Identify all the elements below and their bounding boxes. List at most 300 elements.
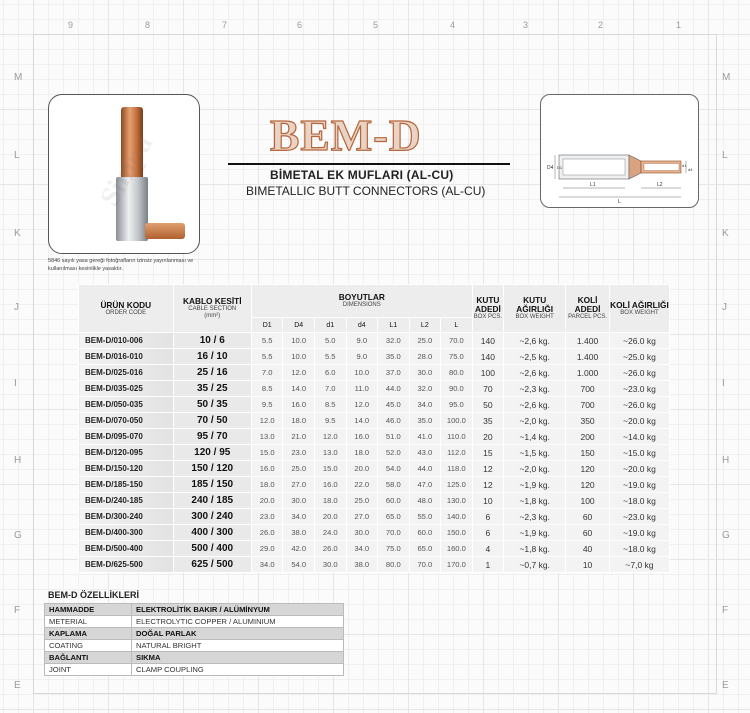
dimension-cell: 5.0	[314, 333, 346, 349]
order-code-cell: BEM-D/150-120	[79, 461, 174, 477]
copper-sleeve-small	[145, 223, 185, 239]
box-qty-cell: 15	[472, 445, 504, 461]
dimension-cell: 5.5	[314, 349, 346, 365]
header-dim-d4: d4	[346, 318, 378, 333]
order-code-cell: BEM-D/016-010	[79, 349, 174, 365]
ruler-mark-2: 2	[598, 20, 604, 30]
dimension-cell: 23.0	[251, 509, 283, 525]
cable-section-cell: 95 / 70	[173, 429, 251, 445]
dimension-cell: 6.0	[314, 365, 346, 381]
dimension-cell: 55.0	[409, 509, 441, 525]
ruler-mark-i: I	[14, 378, 17, 389]
ruler-mark-4: 4	[450, 20, 456, 30]
dimension-cell: 9.0	[346, 349, 378, 365]
cable-section-cell: 35 / 25	[173, 381, 251, 397]
parcel-weight-cell: ~19.0 kg	[609, 477, 669, 493]
feature-cell: METERIAL	[45, 616, 132, 628]
box-qty-cell: 70	[472, 381, 504, 397]
dimension-cell: 70.0	[378, 525, 410, 541]
table-row	[79, 349, 670, 365]
dimension-cell: 140.0	[441, 509, 473, 525]
dimension-cell: 170.0	[441, 557, 473, 573]
feature-cell: HAMMADDE	[45, 604, 132, 616]
dimension-cell: 23.0	[283, 445, 315, 461]
box-weight-cell: ~2,3 kg.	[504, 381, 566, 397]
label-D1: D1	[557, 165, 563, 170]
dimension-cell: 16.0	[346, 429, 378, 445]
ruler-mark-7: 7	[222, 20, 228, 30]
ruler-mark-3: 3	[523, 20, 529, 30]
dimension-cell: 14.0	[283, 381, 315, 397]
header-box-qty	[472, 285, 504, 333]
order-code-cell: BEM-D/625-500	[79, 557, 174, 573]
dimension-cell: 80.0	[378, 557, 410, 573]
header-box-qty-en: BOX PCS.	[473, 314, 503, 320]
dimension-cell: 45.0	[378, 397, 410, 413]
parcel-weight-cell: ~20.0 kg	[609, 461, 669, 477]
legal-note: 5846 sayılı yasa gereği fotoğrafların izinsiz yayınlanması ve kullanılması kesinlikle yasaktır.	[48, 258, 194, 272]
dimension-cell: 34.0	[346, 541, 378, 557]
order-code-cell: BEM-D/035-025	[79, 381, 174, 397]
header-box-qty-tr: KUTU ADEDİ	[474, 295, 501, 314]
ruler-mark-h: H	[722, 455, 730, 466]
order-code-cell: BEM-D/120-095	[79, 445, 174, 461]
ruler-mark-5: 5	[373, 20, 379, 30]
ruler-mark-m: M	[14, 72, 23, 83]
label-D4: D4	[547, 165, 554, 171]
ruler-mark-h: H	[14, 455, 22, 466]
box-qty-cell: 12	[472, 477, 504, 493]
dimension-cell: 27.0	[346, 509, 378, 525]
dimension-cell: 5.5	[251, 333, 283, 349]
feature-value-row	[45, 640, 344, 652]
cable-section-cell: 50 / 35	[173, 397, 251, 413]
box-qty-cell: 6	[472, 509, 504, 525]
header-dims	[251, 285, 472, 318]
box-weight-cell: ~1,5 kg.	[504, 445, 566, 461]
cable-section-cell: 150 / 120	[173, 461, 251, 477]
feature-cell: SIKMA	[132, 652, 344, 664]
parcel-weight-cell: ~15.0 kg	[609, 445, 669, 461]
header-dim-D1: D1	[251, 318, 283, 333]
header-parcel-qty-en: PARCEL PCS.	[568, 314, 608, 320]
dimension-cell: 30.0	[314, 557, 346, 573]
parcel-weight-cell: ~7,0 kg	[609, 557, 669, 573]
dimension-cell: 80.0	[441, 365, 473, 381]
table-row	[79, 445, 670, 461]
dimension-cell: 12.0	[283, 365, 315, 381]
dimension-cell: 38.0	[346, 557, 378, 573]
ruler-mark-e: E	[722, 680, 729, 691]
feature-cell: JOINT	[45, 664, 132, 676]
dimension-cell: 12.0	[251, 413, 283, 429]
table-row	[79, 429, 670, 445]
cable-section-cell: 120 / 95	[173, 445, 251, 461]
ruler-mark-j: J	[14, 302, 19, 313]
box-qty-cell: 6	[472, 525, 504, 541]
ruler-mark-l: L	[14, 150, 20, 161]
table-row	[79, 365, 670, 381]
dimension-cell: 46.0	[378, 413, 410, 429]
dimension-cell: 28.0	[409, 349, 441, 365]
dimension-cell: 8.5	[251, 381, 283, 397]
top-ruler	[0, 0, 750, 34]
feature-value-row	[45, 616, 344, 628]
dimension-cell: 16.0	[283, 397, 315, 413]
photo-watermark: Simpa	[94, 129, 160, 212]
title-turkish: BİMETAL EK MUFLARI (AL-CU)	[270, 168, 454, 182]
dimension-cell: 54.0	[378, 461, 410, 477]
dimension-cell: 13.0	[251, 429, 283, 445]
order-code-cell: BEM-D/070-050	[79, 413, 174, 429]
parcel-qty-cell: 700	[566, 381, 610, 397]
connector-drawing	[541, 95, 698, 207]
dimension-cell: 13.0	[314, 445, 346, 461]
dimension-cell: 14.0	[346, 413, 378, 429]
dimension-cell: 27.0	[283, 477, 315, 493]
box-weight-cell: ~2,3 kg.	[504, 509, 566, 525]
header-dim-L: L	[441, 318, 473, 333]
dimension-cell: 10.0	[283, 349, 315, 365]
title-divider	[228, 163, 510, 165]
order-code-cell: BEM-D/185-150	[79, 477, 174, 493]
dimension-cell: 90.0	[441, 381, 473, 397]
dimension-cell: 112.0	[441, 445, 473, 461]
dimension-cell: 130.0	[441, 493, 473, 509]
table-row	[79, 493, 670, 509]
dimension-cell: 58.0	[378, 477, 410, 493]
ruler-mark-6: 6	[297, 20, 303, 30]
header-code-en: ORDER CODE	[105, 309, 147, 316]
dimension-cell: 22.0	[346, 477, 378, 493]
parcel-weight-cell: ~25.0 kg	[609, 349, 669, 365]
dimension-cell: 65.0	[378, 509, 410, 525]
dimension-cell: 54.0	[283, 557, 315, 573]
dimension-cell: 18.0	[251, 477, 283, 493]
feature-cell: CLAMP COUPLING	[132, 664, 344, 676]
ruler-mark-k: K	[14, 228, 21, 239]
cable-section-cell: 500 / 400	[173, 541, 251, 557]
table-row	[79, 477, 670, 493]
cable-section-cell: 240 / 185	[173, 493, 251, 509]
table-row	[79, 509, 670, 525]
feature-cell: NATURAL BRIGHT	[132, 640, 344, 652]
feature-cell: COATING	[45, 640, 132, 652]
cable-section-cell: 16 / 10	[173, 349, 251, 365]
feature-cell: DOĞAL PARLAK	[132, 628, 344, 640]
parcel-qty-cell: 10	[566, 557, 610, 573]
dimension-cell: 26.0	[251, 525, 283, 541]
ruler-mark-j: J	[722, 302, 727, 313]
dimension-cell: 34.0	[283, 509, 315, 525]
dimension-cell: 9.5	[314, 413, 346, 429]
dimension-cell: 18.0	[314, 493, 346, 509]
cable-section-cell: 25 / 16	[173, 365, 251, 381]
parcel-weight-cell: ~14.0 kg	[609, 429, 669, 445]
order-code-cell: BEM-D/400-300	[79, 525, 174, 541]
box-qty-cell: 12	[472, 461, 504, 477]
ruler-mark-g: G	[722, 530, 730, 541]
dimension-cell: 15.0	[314, 461, 346, 477]
dimension-cell: 37.0	[378, 365, 410, 381]
dimension-cell: 18.0	[283, 413, 315, 429]
dimension-cell: 38.0	[283, 525, 315, 541]
header-box-weight	[504, 285, 566, 333]
dimension-cell: 100.0	[441, 413, 473, 429]
order-code-cell: BEM-D/300-240	[79, 509, 174, 525]
dimension-cell: 150.0	[441, 525, 473, 541]
dimension-cell: 7.0	[314, 381, 346, 397]
box-weight-cell: ~1,8 kg.	[504, 541, 566, 557]
ruler-mark-i: I	[722, 378, 725, 389]
parcel-qty-cell: 1.400	[566, 349, 610, 365]
header-parcel-qty	[566, 285, 610, 333]
dimension-cell: 44.0	[378, 381, 410, 397]
order-code-cell: BEM-D/025-016	[79, 365, 174, 381]
dimension-cell: 110.0	[441, 429, 473, 445]
parcel-qty-cell: 40	[566, 541, 610, 557]
dimension-cell: 43.0	[409, 445, 441, 461]
dimension-cell: 24.0	[314, 525, 346, 541]
dimension-cell: 44.0	[409, 461, 441, 477]
box-qty-cell: 100	[472, 365, 504, 381]
dimension-cell: 95.0	[441, 397, 473, 413]
box-weight-cell: ~1,9 kg.	[504, 525, 566, 541]
ruler-mark-9: 9	[68, 20, 74, 30]
ruler-mark-m: M	[722, 72, 731, 83]
box-qty-cell: 50	[472, 397, 504, 413]
dimension-cell: 29.0	[251, 541, 283, 557]
parcel-qty-cell: 150	[566, 445, 610, 461]
box-qty-cell: 140	[472, 349, 504, 365]
box-qty-cell: 140	[472, 333, 504, 349]
label-L: L	[618, 199, 621, 205]
parcel-qty-cell: 700	[566, 397, 610, 413]
parcel-qty-cell: 1.400	[566, 333, 610, 349]
dimension-cell: 35.0	[378, 349, 410, 365]
parcel-qty-cell: 60	[566, 525, 610, 541]
parcel-qty-cell: 120	[566, 461, 610, 477]
dimension-cell: 30.0	[409, 365, 441, 381]
feature-cell: ELEKTROLİTİK BAKIR / ALÜMİNYUM	[132, 604, 344, 616]
technical-diagram	[540, 94, 699, 208]
header-section-tr: KABLO KESİTİ	[182, 296, 242, 306]
header-parcel-weight-tr: KOLİ AĞIRLIĞI	[610, 299, 669, 310]
table-row	[79, 413, 670, 429]
header-parcel-weight-en: BOX WEIGHT	[620, 309, 659, 316]
parcel-qty-cell: 120	[566, 477, 610, 493]
feature-cell: ELECTROLYTIC COPPER / ALUMINIUM	[132, 616, 344, 628]
header-parcel-qty-tr: KOLİ ADEDİ	[574, 295, 601, 314]
parcel-qty-cell: 100	[566, 493, 610, 509]
feature-value-row	[45, 664, 344, 676]
table-row	[79, 557, 670, 573]
product-logo: BEM-D	[270, 111, 422, 160]
feature-cell: KAPLAMA	[45, 628, 132, 640]
dimension-cell: 118.0	[441, 461, 473, 477]
dimension-cell: 70.0	[441, 333, 473, 349]
dimension-cell: 75.0	[378, 541, 410, 557]
dimension-cell: 51.0	[378, 429, 410, 445]
spec-table-body	[79, 333, 670, 573]
header-section	[173, 285, 251, 333]
ruler-mark-g: G	[14, 530, 22, 541]
box-qty-cell: 10	[472, 493, 504, 509]
table-row	[79, 397, 670, 413]
box-weight-cell: ~2,0 kg.	[504, 461, 566, 477]
cable-section-cell: 400 / 300	[173, 525, 251, 541]
dimension-cell: 7.0	[251, 365, 283, 381]
box-weight-cell: ~1,9 kg.	[504, 477, 566, 493]
dimension-cell: 20.0	[314, 509, 346, 525]
parcel-weight-cell: ~20.0 kg	[609, 413, 669, 429]
header-parcel-weight	[609, 285, 669, 333]
header-dims-tr: BOYUTLAR	[338, 292, 385, 302]
dimension-cell: 125.0	[441, 477, 473, 493]
parcel-weight-cell: ~18.0 kg	[609, 493, 669, 509]
dimension-cell: 25.0	[346, 493, 378, 509]
table-row	[79, 461, 670, 477]
box-qty-cell: 1	[472, 557, 504, 573]
dimension-cell: 70.0	[409, 557, 441, 573]
feature-key-row	[45, 652, 344, 664]
dimension-cell: 9.0	[346, 333, 378, 349]
header-code	[79, 285, 174, 333]
dimension-cell: 20.0	[346, 461, 378, 477]
spec-table	[78, 284, 670, 573]
box-weight-cell: ~2,6 kg.	[504, 365, 566, 381]
parcel-qty-cell: 60	[566, 509, 610, 525]
header-box-weight-tr: KUTU AĞIRLIĞI	[516, 295, 554, 314]
dimension-cell: 42.0	[283, 541, 315, 557]
dimension-cell: 35.0	[409, 413, 441, 429]
dimension-cell: 21.0	[283, 429, 315, 445]
dimension-cell: 25.0	[283, 461, 315, 477]
header-section-en: CABLE SECTION	[188, 306, 237, 312]
dimension-cell: 32.0	[378, 333, 410, 349]
dimension-cell: 8.5	[314, 397, 346, 413]
dimension-cell: 32.0	[409, 381, 441, 397]
box-qty-cell: 4	[472, 541, 504, 557]
dimension-cell: 12.0	[346, 397, 378, 413]
parcel-qty-cell: 350	[566, 413, 610, 429]
parcel-weight-cell: ~26.0 kg	[609, 333, 669, 349]
box-weight-cell: ~1,8 kg.	[504, 493, 566, 509]
ruler-mark-f: F	[722, 605, 729, 616]
order-code-cell: BEM-D/010-006	[79, 333, 174, 349]
box-qty-cell: 20	[472, 429, 504, 445]
header-dim-d1: d1	[314, 318, 346, 333]
dimension-cell: 10.0	[346, 365, 378, 381]
dimension-cell: 30.0	[283, 493, 315, 509]
box-weight-cell: ~2,6 kg.	[504, 397, 566, 413]
cable-section-cell: 625 / 500	[173, 557, 251, 573]
dimension-cell: 34.0	[409, 397, 441, 413]
cable-section-cell: 70 / 50	[173, 413, 251, 429]
dimension-cell: 5.5	[251, 349, 283, 365]
header-code-tr: ÜRÜN KODU	[100, 299, 152, 310]
product-photo	[48, 94, 200, 254]
dimension-cell: 16.0	[251, 461, 283, 477]
dimension-cell: 75.0	[441, 349, 473, 365]
dimension-cell: 65.0	[409, 541, 441, 557]
box-weight-cell: ~2,5 kg.	[504, 349, 566, 365]
order-code-cell: BEM-D/500-400	[79, 541, 174, 557]
cable-section-cell: 300 / 240	[173, 509, 251, 525]
feature-key-row	[45, 604, 344, 616]
dimension-cell: 52.0	[378, 445, 410, 461]
dimension-cell: 10.0	[283, 333, 315, 349]
box-weight-cell: ~1,4 kg.	[504, 429, 566, 445]
order-code-cell: BEM-D/050-035	[79, 397, 174, 413]
dimension-cell: 16.0	[314, 477, 346, 493]
parcel-weight-cell: ~23.0 kg	[609, 509, 669, 525]
parcel-weight-cell: ~19.0 kg	[609, 525, 669, 541]
parcel-qty-cell: 200	[566, 429, 610, 445]
parcel-weight-cell: ~26.0 kg	[609, 365, 669, 381]
label-L2: L2	[657, 182, 663, 188]
box-weight-cell: ~0,7 kg.	[504, 557, 566, 573]
dimension-cell: 12.0	[314, 429, 346, 445]
dimension-cell: 18.0	[346, 445, 378, 461]
header-box-weight-en: BOX WEIGHT	[515, 314, 554, 320]
features-table	[44, 603, 344, 676]
table-row	[79, 541, 670, 557]
dimension-cell: 60.0	[409, 525, 441, 541]
ruler-mark-f: F	[14, 605, 21, 616]
feature-key-row	[45, 628, 344, 640]
dimension-cell: 30.0	[346, 525, 378, 541]
ruler-mark-e: E	[14, 680, 21, 691]
header-dim-L1: L1	[378, 318, 410, 333]
parcel-weight-cell: ~23.0 kg	[609, 381, 669, 397]
feature-cell: BAĞLANTI	[45, 652, 132, 664]
parcel-qty-cell: 1.000	[566, 365, 610, 381]
table-row	[79, 525, 670, 541]
ruler-mark-1: 1	[676, 20, 682, 30]
label-L1: L1	[590, 182, 596, 188]
order-code-cell: BEM-D/095-070	[79, 429, 174, 445]
parcel-weight-cell: ~26.0 kg	[609, 397, 669, 413]
dimension-cell: 9.5	[251, 397, 283, 413]
cable-section-cell: 185 / 150	[173, 477, 251, 493]
box-weight-cell: ~2,0 kg.	[504, 413, 566, 429]
header-section-unit: (mm²)	[204, 313, 221, 319]
table-row	[79, 381, 670, 397]
dimension-cell: 25.0	[409, 333, 441, 349]
dimension-cell: 26.0	[314, 541, 346, 557]
dimension-cell: 15.0	[251, 445, 283, 461]
dimension-cell: 60.0	[378, 493, 410, 509]
dimension-cell: 20.0	[251, 493, 283, 509]
dimension-cell: 47.0	[409, 477, 441, 493]
features-title: BEM-D ÖZELLİKLERİ	[48, 590, 139, 600]
dimension-cell: 48.0	[409, 493, 441, 509]
parcel-weight-cell: ~18.0 kg	[609, 541, 669, 557]
header-dim-L2: L2	[409, 318, 441, 333]
cable-section-cell: 10 / 6	[173, 333, 251, 349]
title-english: BIMETALLIC BUTT CONNECTORS (AL-CU)	[246, 184, 486, 198]
label-d4: d4	[688, 167, 693, 172]
ruler-mark-8: 8	[145, 20, 151, 30]
box-qty-cell: 35	[472, 413, 504, 429]
dimension-cell: 11.0	[346, 381, 378, 397]
ruler-mark-l: L	[722, 150, 728, 161]
dimension-cell: 160.0	[441, 541, 473, 557]
box-weight-cell: ~2,6 kg.	[504, 333, 566, 349]
header-dims-en: DIMENSIONS	[342, 302, 381, 308]
dimension-cell: 41.0	[409, 429, 441, 445]
